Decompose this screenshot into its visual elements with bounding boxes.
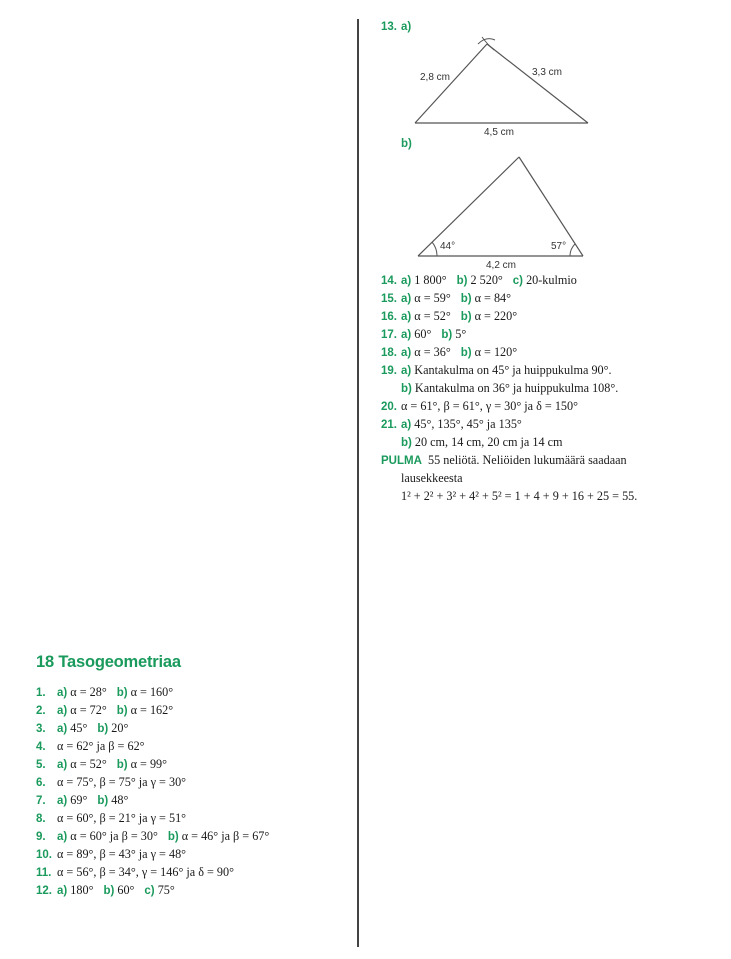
answer-text: α = 220° bbox=[474, 309, 518, 323]
triangle-a bbox=[415, 37, 588, 138]
answer-number: 10. bbox=[36, 849, 52, 861]
part-label: a) bbox=[401, 311, 412, 323]
answer-row bbox=[36, 719, 269, 737]
pulma-label: PULMA bbox=[381, 455, 422, 467]
part-label: a) bbox=[401, 293, 412, 305]
triangle-b-angle-right-label: 57° bbox=[551, 241, 567, 252]
answer-text: α = 28° bbox=[70, 685, 107, 699]
part-label: b) bbox=[401, 383, 412, 395]
answer-row bbox=[36, 755, 269, 773]
answer-number: 11. bbox=[36, 867, 52, 879]
answer-text: α = 72° bbox=[70, 703, 107, 717]
answer-text: 60° bbox=[117, 883, 135, 897]
right-answer-list bbox=[381, 271, 637, 505]
part-label: b) bbox=[460, 347, 472, 359]
answer-row bbox=[381, 379, 637, 397]
part-label: b) bbox=[116, 759, 128, 771]
answer-text: 69° bbox=[70, 793, 88, 807]
answer-row bbox=[36, 809, 269, 827]
answer-row bbox=[381, 433, 637, 451]
answer-row bbox=[36, 791, 269, 809]
answer-row bbox=[381, 271, 637, 289]
part-label: b) bbox=[116, 705, 128, 717]
part-label: b) bbox=[167, 831, 179, 843]
answer-row bbox=[36, 827, 269, 845]
answer-number: 2. bbox=[36, 705, 46, 717]
answer-number: 15. bbox=[381, 293, 397, 305]
part-label: a) bbox=[57, 831, 68, 843]
answer-row bbox=[36, 863, 269, 881]
part-label: b) bbox=[116, 687, 128, 699]
answer-text: 75° bbox=[157, 883, 175, 897]
answer-number: 5. bbox=[36, 759, 46, 771]
answer-number: 20. bbox=[381, 401, 397, 413]
part-label: a) bbox=[401, 365, 412, 377]
part-label: a) bbox=[57, 759, 68, 771]
exercise-13-number: 13. bbox=[381, 21, 397, 33]
answer-row bbox=[381, 289, 637, 307]
part-label: b) bbox=[401, 437, 412, 449]
pulma-text: 55 neliötä. Neliöiden lukumäärä saadaan bbox=[427, 453, 627, 467]
answer-text: α = 62° ja β = 62° bbox=[57, 739, 145, 753]
answer-text: α = 160° bbox=[130, 685, 174, 699]
answer-text: α = 56°, β = 34°, γ = 146° ja δ = 90° bbox=[57, 865, 234, 879]
answer-text: 2 520° bbox=[470, 273, 503, 287]
answer-number: 21. bbox=[381, 419, 397, 431]
answer-number: 6. bbox=[36, 777, 46, 789]
answer-number: 18. bbox=[381, 347, 397, 359]
answer-text: 48° bbox=[111, 793, 129, 807]
triangle-b bbox=[418, 157, 583, 271]
answer-number: 16. bbox=[381, 311, 397, 323]
answer-number: 14. bbox=[381, 275, 397, 287]
triangle-a-left-side bbox=[415, 44, 487, 123]
answer-row bbox=[36, 701, 269, 719]
answer-number: 9. bbox=[36, 831, 46, 843]
answer-number: 3. bbox=[36, 723, 46, 735]
answer-text: α = 52° bbox=[70, 757, 107, 771]
part-label: a) bbox=[401, 275, 412, 287]
pulma-expression: 1² + 2² + 3² + 4² + 5² = 1 + 4 + 9 + 16 + 25 = 55. bbox=[401, 489, 638, 503]
answer-text: α = 99° bbox=[130, 757, 168, 771]
answer-text: 20 cm, 14 cm, 20 cm ja 14 cm bbox=[414, 435, 563, 449]
answer-text: α = 46° ja β = 67° bbox=[181, 829, 270, 843]
pulma-row bbox=[381, 487, 637, 505]
answer-text: α = 60°, β = 21° ja γ = 51° bbox=[57, 811, 187, 825]
answer-number: 12. bbox=[36, 885, 52, 897]
part-label: b) bbox=[103, 885, 115, 897]
answer-row bbox=[381, 397, 637, 415]
part-label: b) bbox=[460, 311, 472, 323]
answer-text: α = 52° bbox=[414, 309, 451, 323]
pulma-text: lausekkeesta bbox=[401, 471, 463, 485]
part-label: a) bbox=[57, 885, 68, 897]
part-label: b) bbox=[456, 275, 468, 287]
answer-number: 8. bbox=[36, 813, 46, 825]
answer-text: α = 84° bbox=[474, 291, 512, 305]
part-label: b) bbox=[441, 329, 453, 341]
answer-text: α = 162° bbox=[130, 703, 174, 717]
part-label: a) bbox=[401, 419, 412, 431]
answer-number: 7. bbox=[36, 795, 46, 807]
section-title: 18 Tasogeometriaa bbox=[36, 653, 181, 671]
answer-row bbox=[381, 361, 637, 379]
triangle-a-right-side bbox=[487, 44, 588, 123]
triangle-b-base-label: 4,2 cm bbox=[486, 260, 517, 271]
pulma-row bbox=[381, 451, 637, 469]
part-label: b) bbox=[460, 293, 472, 305]
part-label: c) bbox=[512, 275, 524, 287]
answer-text: α = 59° bbox=[414, 291, 451, 305]
answer-text: α = 36° bbox=[414, 345, 451, 359]
answer-row bbox=[36, 737, 269, 755]
answer-row bbox=[381, 415, 637, 433]
triangle-a-right-label: 3,3 cm bbox=[532, 67, 563, 78]
part-label: c) bbox=[144, 885, 155, 897]
triangle-a-base-label: 4,5 cm bbox=[484, 127, 515, 138]
answer-text: 45° bbox=[70, 721, 88, 735]
angle-arc-left bbox=[432, 242, 437, 256]
part-label: a) bbox=[57, 723, 68, 735]
answer-text: 60° bbox=[414, 327, 432, 341]
exercise-13a-label: a) bbox=[401, 21, 412, 33]
answer-row bbox=[381, 343, 637, 361]
part-label: a) bbox=[57, 705, 68, 717]
answer-text: α = 60° ja β = 30° bbox=[70, 829, 158, 843]
answer-text: 1 800° bbox=[414, 273, 447, 287]
left-answer-list bbox=[36, 683, 269, 899]
answer-row bbox=[381, 325, 637, 343]
part-label: a) bbox=[401, 329, 412, 341]
answer-text: α = 89°, β = 43° ja γ = 48° bbox=[57, 847, 187, 861]
answer-number: 19. bbox=[381, 365, 397, 377]
exercise-13b-label: b) bbox=[401, 138, 412, 150]
answer-row bbox=[36, 845, 269, 863]
answer-text: Kantakulma on 36° ja huippukulma 108°. bbox=[414, 381, 619, 395]
answer-text: α = 75°, β = 75° ja γ = 30° bbox=[57, 775, 187, 789]
answer-number: 17. bbox=[381, 329, 397, 341]
answer-number: 1. bbox=[36, 687, 46, 699]
answer-text: 180° bbox=[70, 883, 94, 897]
answer-text: 20-kulmio bbox=[526, 273, 577, 287]
pulma-row bbox=[381, 469, 637, 487]
answer-row bbox=[36, 773, 269, 791]
answer-text: 45°, 135°, 45° ja 135° bbox=[414, 417, 522, 431]
answer-text: 20° bbox=[111, 721, 129, 735]
answer-text: α = 120° bbox=[474, 345, 518, 359]
triangle-b-left-side bbox=[418, 157, 519, 256]
answer-text: 5° bbox=[455, 327, 467, 341]
part-label: a) bbox=[57, 687, 68, 699]
angle-arc-right bbox=[570, 244, 575, 256]
part-label: b) bbox=[97, 795, 109, 807]
part-label: a) bbox=[401, 347, 412, 359]
part-label: a) bbox=[57, 795, 68, 807]
answer-row bbox=[381, 307, 637, 325]
triangle-b-angle-left-label: 44° bbox=[440, 241, 456, 252]
triangle-a-left-label: 2,8 cm bbox=[420, 72, 451, 83]
answer-row bbox=[36, 683, 269, 701]
answer-number: 4. bbox=[36, 741, 46, 753]
answer-text: Kantakulma on 45° ja huippukulma 90°. bbox=[414, 363, 612, 377]
triangle-figures bbox=[0, 0, 731, 300]
part-label: b) bbox=[97, 723, 109, 735]
answer-row bbox=[36, 881, 269, 899]
answer-text: α = 61°, β = 61°, γ = 30° ja δ = 150° bbox=[401, 399, 578, 413]
